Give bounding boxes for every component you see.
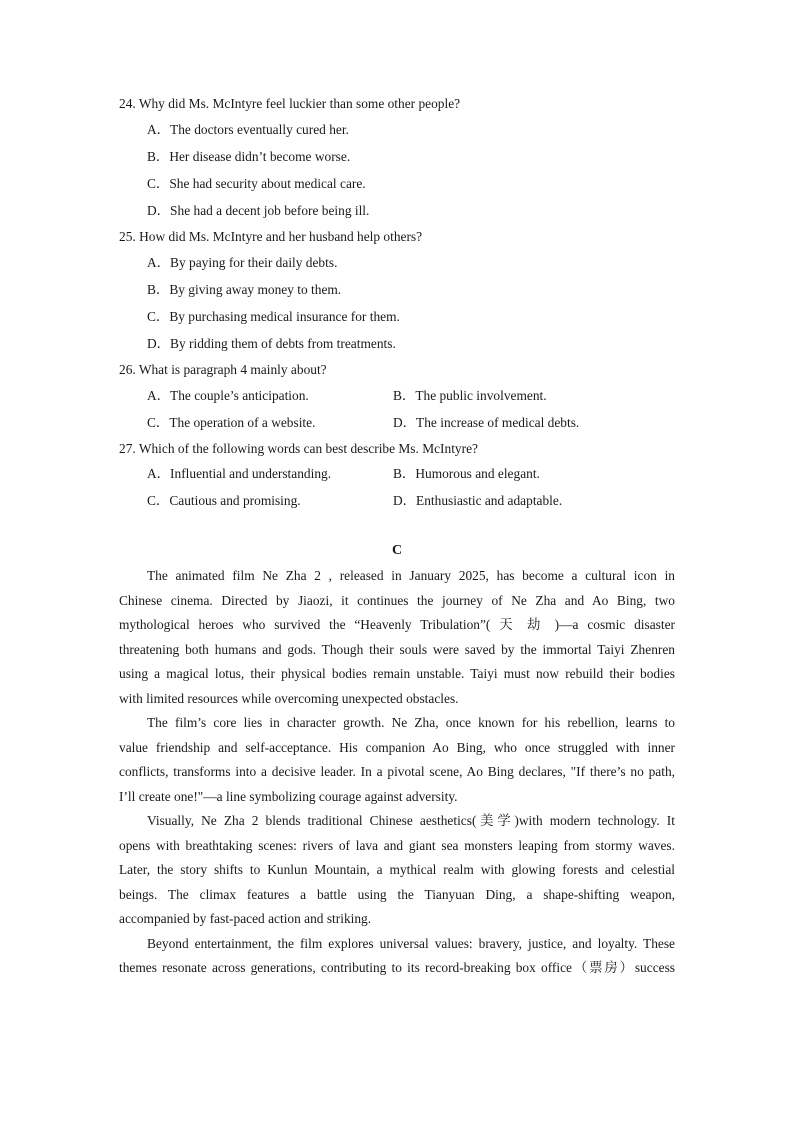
question-26-stem: 26. What is paragraph 4 mainly about? [119,362,327,377]
paragraph-line: Chinese cinema. Directed by Jiaozi, it continues the journey of Ne Zha and Ao Bing, two [119,592,675,608]
paragraph-line: with limited resources while overcoming unexpected obstacles. [119,690,459,706]
question-25-option-c: C．By purchasing medical insurance for them. [147,309,400,324]
paragraph-line: beings. The climax features a battle using the Tianyuan Ding, a shape-shifting weapon, [119,886,675,902]
question-27-option-c: C．Cautious and promising. [147,493,301,508]
question-25-option-d: D．By ridding them of debts from treatments. [147,336,396,351]
section-title: C [391,543,403,558]
paragraph-2 [119,711,675,809]
question-27-option-d: D．Enthusiastic and adaptable. [393,493,563,508]
question-27-option-a: A．Influential and understanding. [147,466,332,481]
paragraph-line: opens with breathtaking scenes: rivers of lava and giant sea monsters leaping from stormy waves. [119,837,675,853]
question-24-option-c: C．She had security about medical care. [147,176,366,191]
reading-passage [119,564,675,981]
question-25-option-a: A．By paying for their daily debts. [147,255,338,270]
paragraph-line: conflicts, transforms into a decisive leader. In a pivotal scene, Ao Bing declares, "If there’s no path, [119,764,675,779]
paragraph-line: Visually, Ne Zha 2 blends traditional Chinese aesthetics(美学)with modern technology. It [147,813,675,828]
paragraph-line: The film’s core lies in character growth. Ne Zha, once known for his rebellion, learns to [147,715,675,730]
question-24-option-a: A．The doctors eventually cured her. [147,122,349,137]
paragraph-line: accompanied by fast-paced action and striking. [119,911,372,926]
question-27-option-b: B．Humorous and elegant. [393,466,540,481]
paragraph-line: using a magical lotus, their physical bodies remain unstable. Taiyi must now rebuild their bodies [119,666,675,681]
question-26-option-c: C．The operation of a website. [147,415,316,430]
paragraph-line: Later, the story shifts to Kunlun Mountain, a mythical realm with glowing forests and celestial [119,862,675,877]
question-26-option-d: D．The increase of medical debts. [393,415,580,430]
question-27-stem: 27. Which of the following words can best describe Ms. McIntyre? [119,441,478,456]
paragraph-line: threatening both humans and gods. Though their souls were saved by the immortal Taiyi Zhenren [119,641,675,657]
paragraph-line: Beyond entertainment, the film explores universal values: bravery, justice, and loyalty. These [147,935,675,951]
paragraph-line: value friendship and self-acceptance. His companion Ao Bing, who once struggled with inner [119,739,675,755]
question-24-stem: 24. Why did Ms. McIntyre feel luckier than some other people? [119,96,461,111]
question-25-stem: 25. How did Ms. McIntyre and her husband help others? [119,229,423,244]
paragraph-line: themes resonate across generations, contributing to its record-breaking box office（票房）success [119,960,675,975]
paragraph-line: The animated film Ne Zha 2 , released in January 2025, has become a cultural icon in [147,568,675,583]
paragraph-line: I’ll create one!"—a line symbolizing courage against adversity. [119,788,458,804]
paragraph-line: mythological heroes who survived the “Heavenly Tribulation”( 天 劫 )—a cosmic disaster [119,617,675,632]
question-26-option-a: A．The couple’s anticipation. [147,388,309,403]
question-26-option-b: B．The public involvement. [393,388,547,403]
paragraph-3 [119,809,675,932]
paragraph-1 [119,564,675,711]
question-24-option-d: D．She had a decent job before being ill. [147,203,370,218]
question-24-option-b: B．Her disease didn’t become worse. [147,149,351,164]
question-25-option-b: B．By giving away money to them. [147,282,342,297]
paragraph-4 [119,932,675,981]
